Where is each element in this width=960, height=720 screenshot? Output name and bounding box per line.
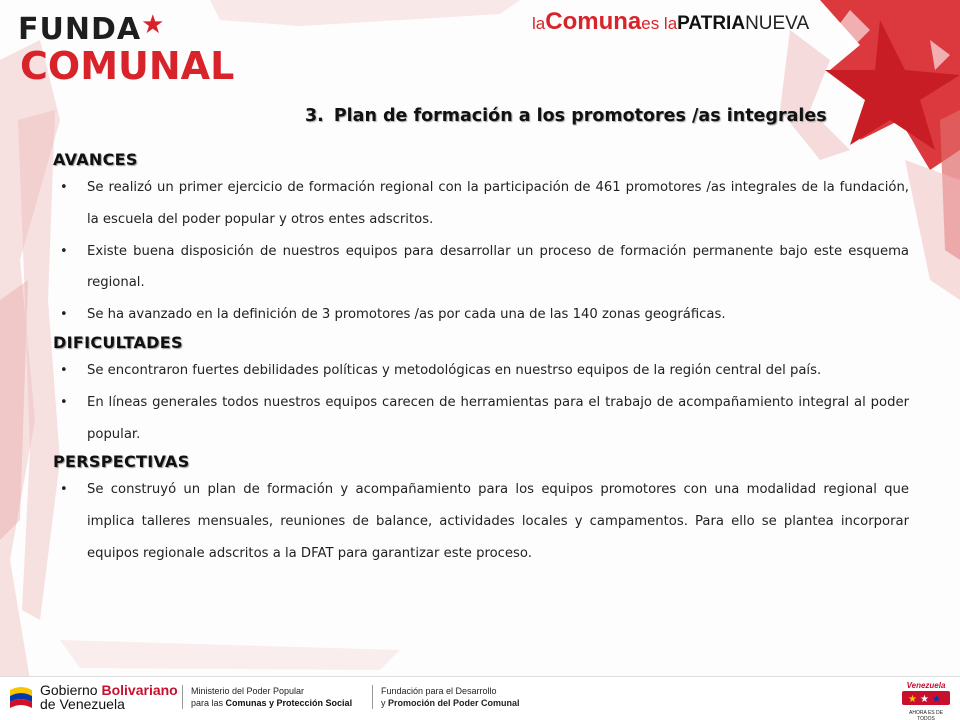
venezuela-badge: [900, 681, 952, 720]
stars-badge-icon: [900, 690, 952, 706]
list-item: • Se encontraron fuertes debilidades políticas y metodológicas en nuestrso equipos de la región central del país.: [53, 355, 909, 387]
svg-text:★: ★: [932, 694, 941, 705]
list-item: • Existe buena disposición de nuestros equipos para desarrollar un proceso de formación permanente bajo este esquema regional.: [53, 236, 909, 300]
fundacomunal-logo: [18, 10, 235, 88]
slogan: [532, 8, 809, 36]
gob-line2: de Venezuela: [40, 696, 125, 712]
slogan-patria: PATRIA: [677, 13, 746, 34]
gobierno-bolivariano-logo: [8, 683, 178, 711]
star-icon: ★: [141, 10, 166, 40]
section-avances: [53, 148, 909, 331]
slogan-la: la: [532, 14, 546, 33]
list-item: • Se realizó un primer ejercicio de formación regional con la participación de 461 promotores /as integrales de la fundación, la escuela del poder popular y otros entes adscritos.: [53, 172, 909, 236]
list-item: • Se construyó un plan de formación y acompañamiento para los equipos promotores con una modalidad regional que implica talleres mensuales, reuniones de balance, actividades locales y campamentos. Para ello se plantea incorporar equipos regionale adscritos a la DFAT para garantizar este proceso.: [53, 474, 909, 569]
svg-text:★: ★: [920, 694, 929, 705]
gob-line1: Gobierno Bolivariano: [40, 682, 178, 698]
list-avances: [53, 172, 909, 331]
fundacion-label: Fundación para el Desarrollo y Promoción del Poder Comunal: [372, 685, 520, 709]
venezuela-flag-icon: [8, 684, 34, 710]
slogan-nueva: NUEVA: [745, 13, 810, 34]
svg-text:★: ★: [908, 694, 917, 705]
logo-text-funda: FUNDA★: [18, 10, 166, 47]
section-heading-avances: AVANCES: [53, 150, 138, 169]
list-item: • En líneas generales todos nuestros equipos carecen de herramientas para el trabajo de acompañamiento integral al poder popular.: [53, 387, 909, 451]
section-dificultades: [53, 331, 909, 450]
title-number: 3.: [305, 106, 324, 126]
section-perspectivas: [53, 450, 909, 569]
slide-title: [305, 106, 827, 126]
list-perspectivas: [53, 474, 909, 569]
badge-title: Venezuela: [906, 681, 946, 690]
slogan-comuna: Comuna: [545, 8, 642, 35]
footer-bar: [0, 676, 960, 720]
slogan-es: es la: [641, 14, 678, 33]
logo-text-comunal: COMUNAL: [20, 44, 235, 88]
ministerio-label: Ministerio del Poder Popular para las Comunas y Protección Social: [182, 685, 352, 709]
content-body: [53, 148, 909, 570]
list-item: • Se ha avanzado en la definición de 3 promotores /as por cada una de las 140 zonas geográficas.: [53, 299, 909, 331]
list-dificultades: [53, 355, 909, 450]
section-heading-perspectivas: PERSPECTIVAS: [53, 452, 190, 472]
section-heading-dificultades: DIFICULTADES: [53, 332, 183, 352]
title-text: Plan de formación a los promotores /as integrales: [333, 106, 827, 126]
badge-subtitle: AHORA ES DE TODOS: [909, 710, 943, 720]
